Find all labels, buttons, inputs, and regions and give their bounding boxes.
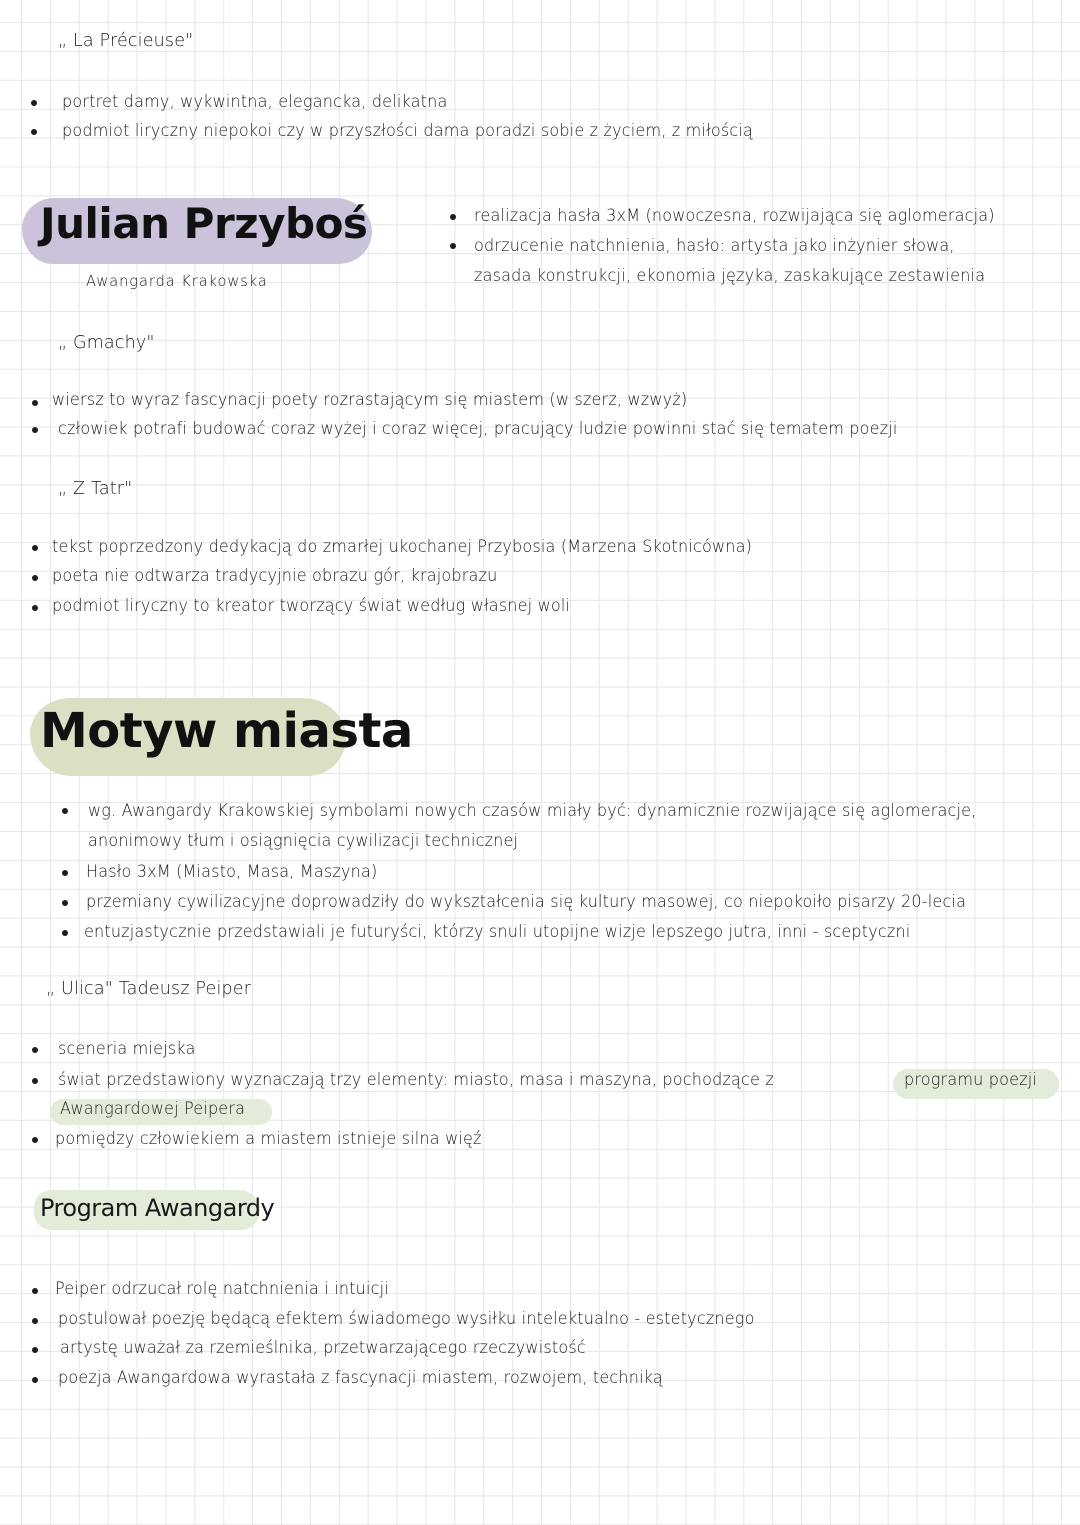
bullet-icon: [32, 1288, 38, 1294]
poem-title-gmachy: „ Gmachy": [58, 332, 155, 353]
bullet-icon: [32, 1318, 38, 1324]
bullet-icon: [32, 400, 38, 406]
bullet-icon: [31, 100, 37, 106]
bullet-icon: [32, 1377, 38, 1383]
list-item: postulował poezję będącą efektem świadomego wysiłku intelektualno - estetycznego: [58, 1309, 755, 1328]
poem-title-z-tatr: „ Z Tatr": [58, 478, 133, 499]
poem-title-la-precieuse: „ La Précieuse": [58, 30, 194, 51]
bullet-icon: [32, 1047, 38, 1053]
bullet-icon: [32, 545, 38, 551]
bullet-icon: [62, 900, 68, 906]
bullet-icon: [62, 870, 68, 876]
list-item-continuation: anonimowy tłum i osiągnięcia cywilizacji technicznej: [88, 831, 519, 850]
poem-title-ulica: „ Ulica" Tadeusz Peiper: [46, 978, 252, 999]
list-item: odrzucenie natchnienia, hasło: artysta jako inżynier słowa,: [474, 236, 955, 255]
list-item: artystę uważał za rzemieślnika, przetwarzającego rzeczywistość: [60, 1338, 586, 1357]
section-heading-przybos: Julian Przyboś: [40, 199, 368, 248]
list-item: człowiek potrafi budować coraz wyżej i coraz więcej, pracujący ludzie powinni stać się tematem poezji: [58, 419, 898, 438]
highlighted-phrase-continuation: Awangardowej Peipera: [60, 1099, 246, 1118]
list-item: wg. Awangardy Krakowskiej symbolami nowych czasów miały być: dynamicznie rozwijające się aglomeracje,: [88, 801, 977, 820]
list-item: portret damy, wykwintna, elegancka, delikatna: [62, 92, 448, 111]
list-item: przemiany cywilizacyjne doprowadziły do wykształcenia się kultury masowej, co niepokoiło pisarzy 20-lecia: [86, 892, 967, 911]
list-item: poeta nie odtwarza tradycyjnie obrazu gór, krajobrazu: [52, 566, 498, 585]
list-item: pomiędzy człowiekiem a miastem istnieje silna więź: [55, 1129, 482, 1148]
list-item: poezja Awangardowa wyrastała z fascynacji miastem, rozwojem, techniką: [58, 1368, 663, 1387]
bullet-icon: [32, 1078, 38, 1084]
list-item: Peiper odrzucał rolę natchnienia i intuicji: [55, 1279, 389, 1298]
bullet-icon: [62, 808, 68, 814]
list-item: Hasło 3xM (Miasto, Masa, Maszyna): [86, 862, 378, 881]
list-item: wiersz to wyraz fascynacji poety rozrastającym się miastem (w szerz, wzwyż): [52, 390, 688, 409]
list-item-continuation: zasada konstrukcji, ekonomia języka, zaskakujące zestawienia: [474, 266, 986, 285]
list-item: entuzjastycznie przedstawiali je futuryści, którzy snuli utopijne wizje lepszego jutra, inni - sceptyczni: [84, 922, 911, 941]
bullet-icon: [450, 214, 456, 220]
bullet-icon: [32, 427, 38, 433]
bullet-icon: [32, 1347, 38, 1353]
section-heading-motyw-miasta: Motyw miasta: [40, 703, 413, 759]
bullet-icon: [32, 605, 38, 611]
bullet-icon: [32, 1137, 38, 1143]
bullet-icon: [450, 243, 456, 249]
list-item: tekst poprzedzony dedykacją do zmarłej ukochanej Przybosia (Marzena Skotnicówna): [52, 537, 753, 556]
highlighted-phrase: programu poezji: [904, 1070, 1038, 1089]
list-item: podmiot liryczny to kreator tworzący świat według własnej woli: [52, 596, 571, 615]
list-item: sceneria miejska: [58, 1039, 196, 1058]
list-item: realizacja hasła 3xM (nowoczesna, rozwijająca się aglomeracja): [474, 206, 995, 225]
list-item: świat przedstawiony wyznaczają trzy elementy: miasto, masa i maszyna, pochodzące z: [58, 1070, 774, 1089]
list-item: podmiot liryczny niepokoi czy w przyszłości dama poradzi sobie z życiem, z miłością: [62, 121, 754, 140]
bullet-icon: [32, 575, 38, 581]
section-subheading: Awangarda Krakowska: [86, 272, 268, 290]
bullet-icon: [31, 129, 37, 135]
bullet-icon: [62, 930, 68, 936]
section-heading-program-awangardy: Program Awangardy: [40, 1194, 275, 1222]
